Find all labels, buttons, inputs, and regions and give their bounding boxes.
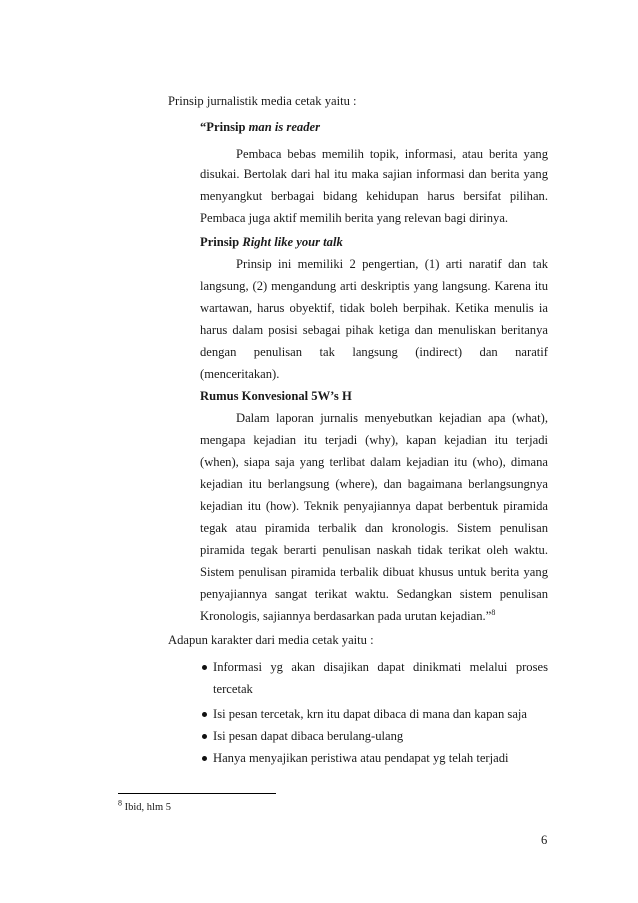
heading-emphasis: man is reader xyxy=(248,120,321,134)
bullet-icon xyxy=(202,734,207,739)
paragraph-line: dengan penulisan tak langsung (indirect) dan naratif xyxy=(200,345,548,359)
heading-man-is-reader xyxy=(200,119,320,135)
footnote-divider xyxy=(118,793,276,794)
bullet-icon xyxy=(202,665,207,670)
paragraph-line: mengapa kejadian itu terjadi (why), kapan kejadian itu terjadi xyxy=(200,433,548,447)
list-item: Informasi yg akan disajikan dapat dinikmati melalui proses xyxy=(213,660,548,674)
bullet-icon xyxy=(202,712,207,717)
intro-text: Prinsip jurnalistik media cetak yaitu : xyxy=(168,94,357,108)
heading-rumus-5w-h: Rumus Konvesional 5W’s H xyxy=(200,389,352,403)
paragraph-line-last xyxy=(200,608,495,624)
bullet-icon xyxy=(202,756,207,761)
heading-plain: “Prinsip xyxy=(200,120,249,134)
paragraph-line: Sistem penulisan piramida terbalik dibuat khusus untuk berita yang xyxy=(200,565,548,579)
paragraph-line: langsung, (2) mengandung arti deskriptis yang langsung. Karena itu xyxy=(200,279,548,293)
paragraph-line: wartawan, harus obyektif, tidak boleh berpihak. Ketika menulis ia xyxy=(200,301,548,315)
paragraph-line: penyajiannya sangat terikat waktu. Sedangkan sistem penulisan xyxy=(200,587,548,601)
paragraph-line: piramida tegak berarti penulisan naskah tidak terikat oleh waktu. xyxy=(200,543,548,557)
paragraph-line: disukai. Bertolak dari hal itu maka sajian informasi dan berita yang xyxy=(200,167,548,181)
footnote-text: Ibid, hlm 5 xyxy=(122,802,171,813)
heading-emphasis: Right like your talk xyxy=(242,235,343,249)
paragraph-line: harus dalam posisi sebagai pihak ketiga dan menuliskan beritanya xyxy=(200,323,548,337)
list-item: Hanya menyajikan peristiwa atau pendapat yg telah terjadi xyxy=(213,751,509,765)
paragraph-line: menyangkut berbagai bidang kehidupan harus bersifat pilihan. xyxy=(200,189,548,203)
paragraph-text: Kronologis, sajiannya berdasarkan pada urutan kejadian.” xyxy=(200,609,492,623)
footnote xyxy=(118,798,171,814)
heading-right-like-your-talk xyxy=(200,234,343,250)
paragraph-line: (when), siapa saja yang terlibat dalam kejadian itu (who), dimana xyxy=(200,455,548,469)
list-item: Isi pesan tercetak, krn itu dapat dibaca di mana dan kapan saja xyxy=(213,707,528,721)
paragraph-line: tegak atau piramida terbalik dan kronologis. Sistem penulisan xyxy=(200,521,548,535)
paragraph-line: kejadian itu (how). Teknik penyajiannya dapat berbentuk piramida xyxy=(200,499,548,513)
karakter-intro: Adapun karakter dari media cetak yaitu : xyxy=(168,633,374,647)
list-item: Isi pesan dapat dibaca berulang-ulang xyxy=(213,729,404,743)
footnote-reference: 8 xyxy=(491,607,496,617)
heading-plain: Prinsip xyxy=(200,235,243,249)
paragraph-line: kejadian itu berlangsung (where), dan bagaimana berlangsungnya xyxy=(200,477,548,491)
paragraph-line: (menceritakan). xyxy=(200,367,280,381)
paragraph-line: Prinsip ini memiliki 2 pengertian, (1) arti naratif dan tak xyxy=(236,257,548,271)
footnote-number: 8 xyxy=(118,798,122,808)
paragraph-line: Pembaca bebas memilih topik, informasi, atau berita yang xyxy=(236,147,548,161)
page-number: 6 xyxy=(541,833,548,847)
paragraph-line: Dalam laporan jurnalis menyebutkan kejadian apa (what), xyxy=(236,411,548,425)
list-item-continuation: tercetak xyxy=(213,682,253,696)
paragraph-line: Pembaca juga aktif memilih berita yang relevan bagi dirinya. xyxy=(200,211,509,225)
